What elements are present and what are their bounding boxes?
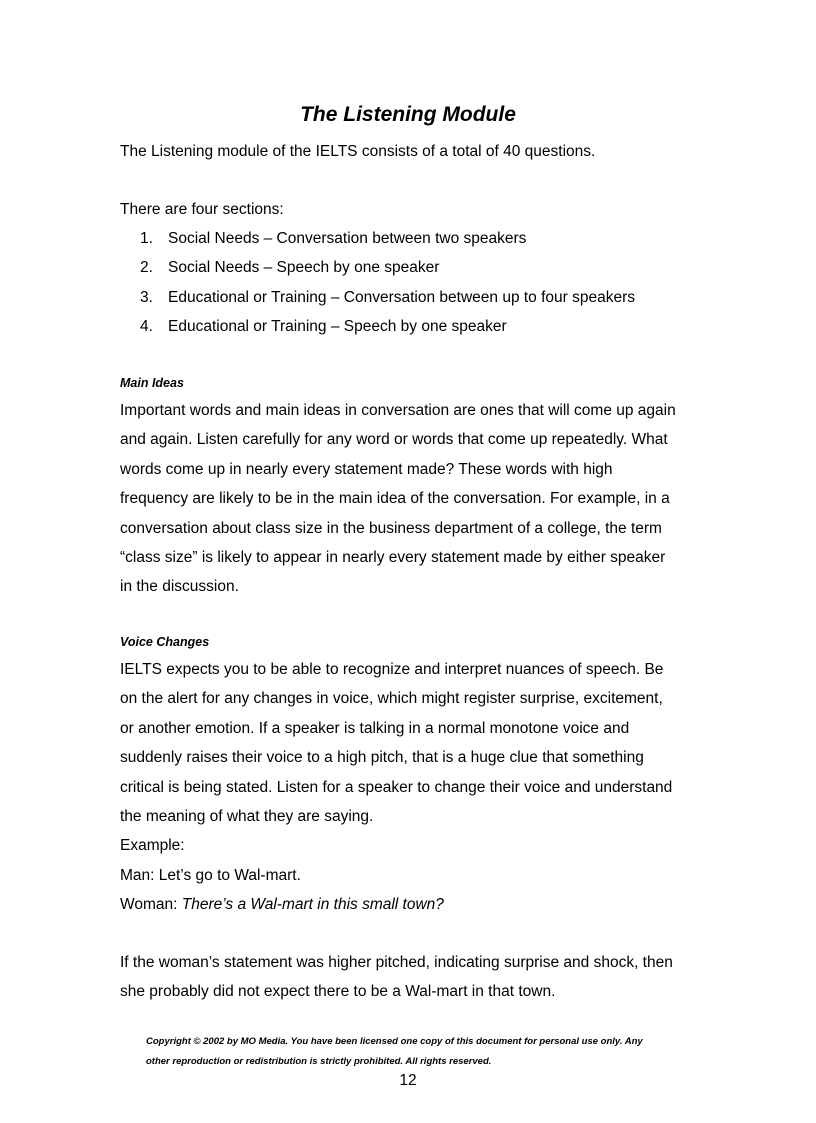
list-item bbox=[140, 256, 635, 285]
copyright-line: other reproduction or redistribution is strictly prohibited. All rights reserved. bbox=[146, 1056, 492, 1067]
list-item-text: Social Needs – Speech by one speaker bbox=[168, 259, 440, 277]
paragraph-line: or another emotion. If a speaker is talking in a normal monotone voice and bbox=[120, 719, 630, 737]
list-item bbox=[140, 315, 635, 344]
paragraph-line: If the woman’s statement was higher pitched, indicating surprise and shock, then bbox=[120, 954, 673, 971]
paragraph-line: Important words and main ideas in conversation are ones that will come up again bbox=[120, 402, 676, 419]
list-item bbox=[140, 286, 635, 315]
paragraph-line: frequency are likely to be in the main idea of the conversation. For example, in a bbox=[120, 490, 670, 508]
sections-intro: There are four sections: bbox=[120, 201, 284, 218]
paragraph-line: words come up in nearly every statement made? These words with high bbox=[120, 460, 613, 478]
paragraph-line: she probably did not expect there to be a Wal-mart in that town. bbox=[120, 983, 556, 1001]
woman-speaker-label: Woman: bbox=[120, 896, 182, 914]
main-ideas-heading: Main Ideas bbox=[120, 376, 184, 390]
copyright-line: Copyright © 2002 by MO Media. You have been licensed one copy of this document for personal use only. Any bbox=[146, 1036, 643, 1047]
voice-changes-heading: Voice Changes bbox=[120, 635, 210, 649]
list-item-number: 1. bbox=[140, 230, 153, 247]
example-label: Example: bbox=[120, 837, 185, 855]
page-title: The Listening Module bbox=[300, 103, 516, 126]
paragraph-line: IELTS expects you to be able to recognize and interpret nuances of speech. Be bbox=[120, 661, 664, 678]
paragraph-line: and again. Listen carefully for any word or words that come up repeatedly. What bbox=[120, 431, 668, 449]
copyright-notice bbox=[146, 1032, 726, 1072]
list-item-text: Social Needs – Conversation between two speakers bbox=[168, 230, 527, 247]
paragraph-line: critical is being stated. Listen for a speaker to change their voice and understand bbox=[120, 778, 673, 796]
example-man-line: Man: Let’s go to Wal-mart. bbox=[120, 866, 301, 884]
list-item bbox=[140, 227, 635, 256]
main-ideas-paragraph bbox=[120, 396, 710, 602]
conclusion-paragraph bbox=[120, 948, 710, 1007]
paragraph-line: on the alert for any changes in voice, which might register surprise, excitement, bbox=[120, 690, 663, 708]
list-item-text: Educational or Training – Conversation between up to four speakers bbox=[168, 288, 636, 306]
paragraph-line: in the discussion. bbox=[120, 578, 239, 596]
list-item-number: 3. bbox=[140, 288, 153, 306]
list-item-text: Educational or Training – Speech by one speaker bbox=[168, 318, 507, 336]
list-item-number: 4. bbox=[140, 318, 153, 336]
section-list bbox=[140, 227, 635, 345]
example-woman-line bbox=[120, 890, 710, 919]
paragraph-line: suddenly raises their voice to a high pitch, that is a huge clue that something bbox=[120, 749, 644, 767]
woman-quote: There’s a Wal-mart in this small town? bbox=[181, 896, 444, 914]
intro-paragraph: The Listening module of the IELTS consists of a total of 40 questions. bbox=[120, 143, 596, 160]
list-item-number: 2. bbox=[140, 259, 153, 277]
page-number: 12 bbox=[399, 1072, 417, 1089]
paragraph-line: “class size” is likely to appear in nearly every statement made by either speaker bbox=[120, 549, 666, 567]
paragraph-line: conversation about class size in the business department of a college, the term bbox=[120, 519, 662, 537]
voice-changes-paragraph bbox=[120, 655, 710, 920]
paragraph-line: the meaning of what they are saying. bbox=[120, 808, 374, 826]
